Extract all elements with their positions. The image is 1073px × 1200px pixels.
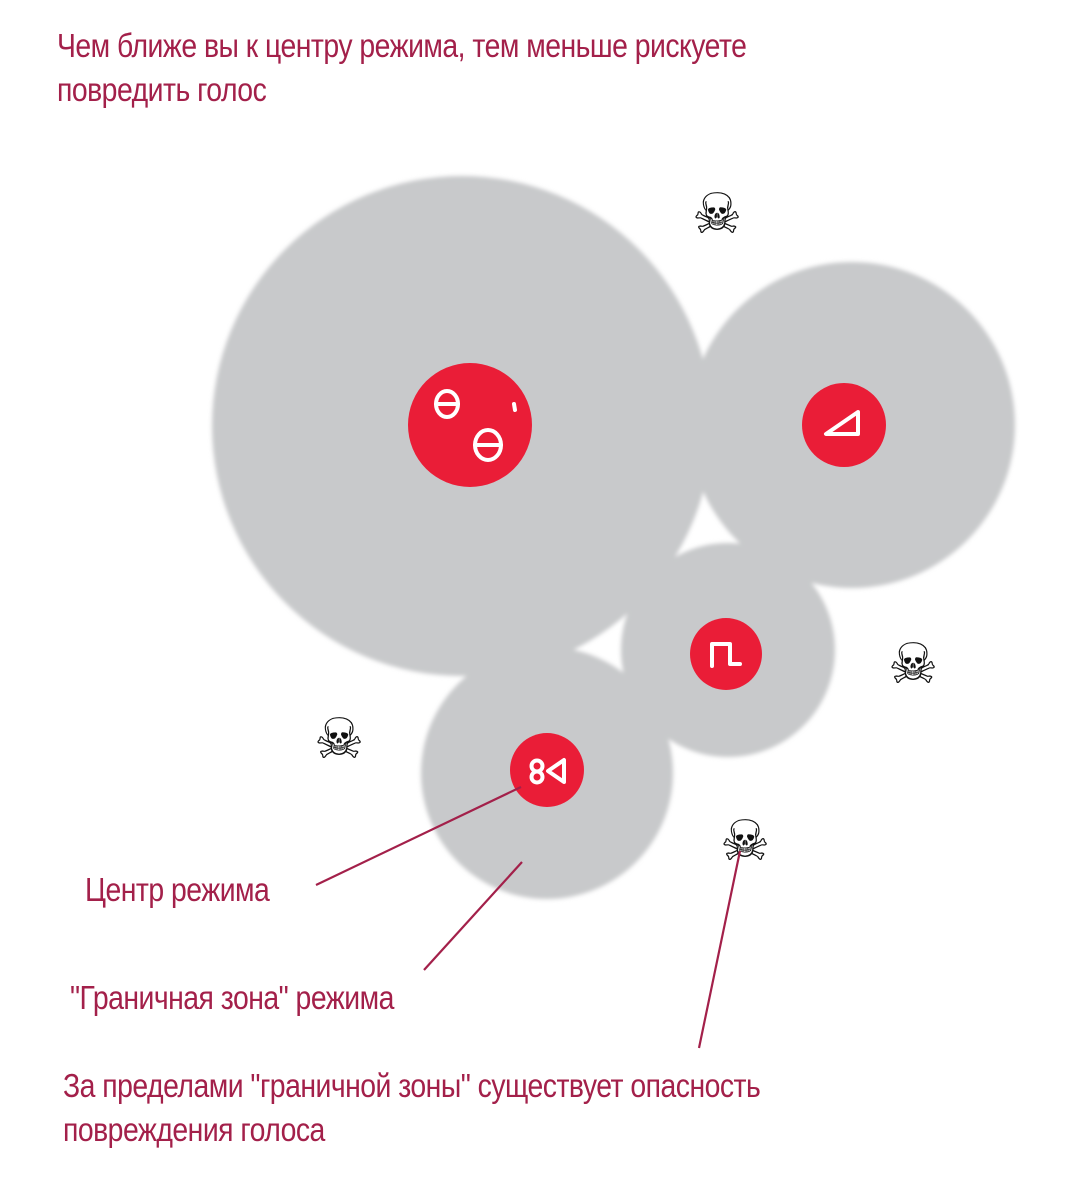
label-boundary-zone: "Граничная зона" режима xyxy=(70,979,394,1016)
mode-center-dot xyxy=(408,363,532,487)
mode-center-theta xyxy=(408,363,532,487)
mode-center-dot xyxy=(802,383,886,467)
skull-and-crossbones-icon: ☠ xyxy=(314,707,365,772)
title-line: повредить голос xyxy=(57,71,267,108)
mode-center-flag xyxy=(690,618,762,690)
leader-line-boundary-zone xyxy=(424,862,522,970)
boundary-zones xyxy=(212,176,1015,899)
title-line: Чем ближе вы к центру режима, тем меньше рискуете xyxy=(57,27,747,64)
mode-center-eight xyxy=(510,733,584,807)
leader-line-outside-zone xyxy=(699,851,740,1048)
label-outside-line: За пределами "граничной зоны" существует опасность xyxy=(63,1067,761,1104)
mode-center-triangle xyxy=(802,383,886,467)
skull-and-crossbones-icon: ☠ xyxy=(692,182,743,247)
mode-center-dot xyxy=(690,618,762,690)
label-outside-zone xyxy=(63,1064,760,1152)
diagram-title xyxy=(57,24,746,112)
skull-and-crossbones-icon: ☠ xyxy=(720,809,771,874)
label-mode-center: Центр режима xyxy=(85,871,270,908)
skull-and-crossbones-icon: ☠ xyxy=(888,632,939,697)
label-outside-line: повреждения голоса xyxy=(63,1111,325,1148)
